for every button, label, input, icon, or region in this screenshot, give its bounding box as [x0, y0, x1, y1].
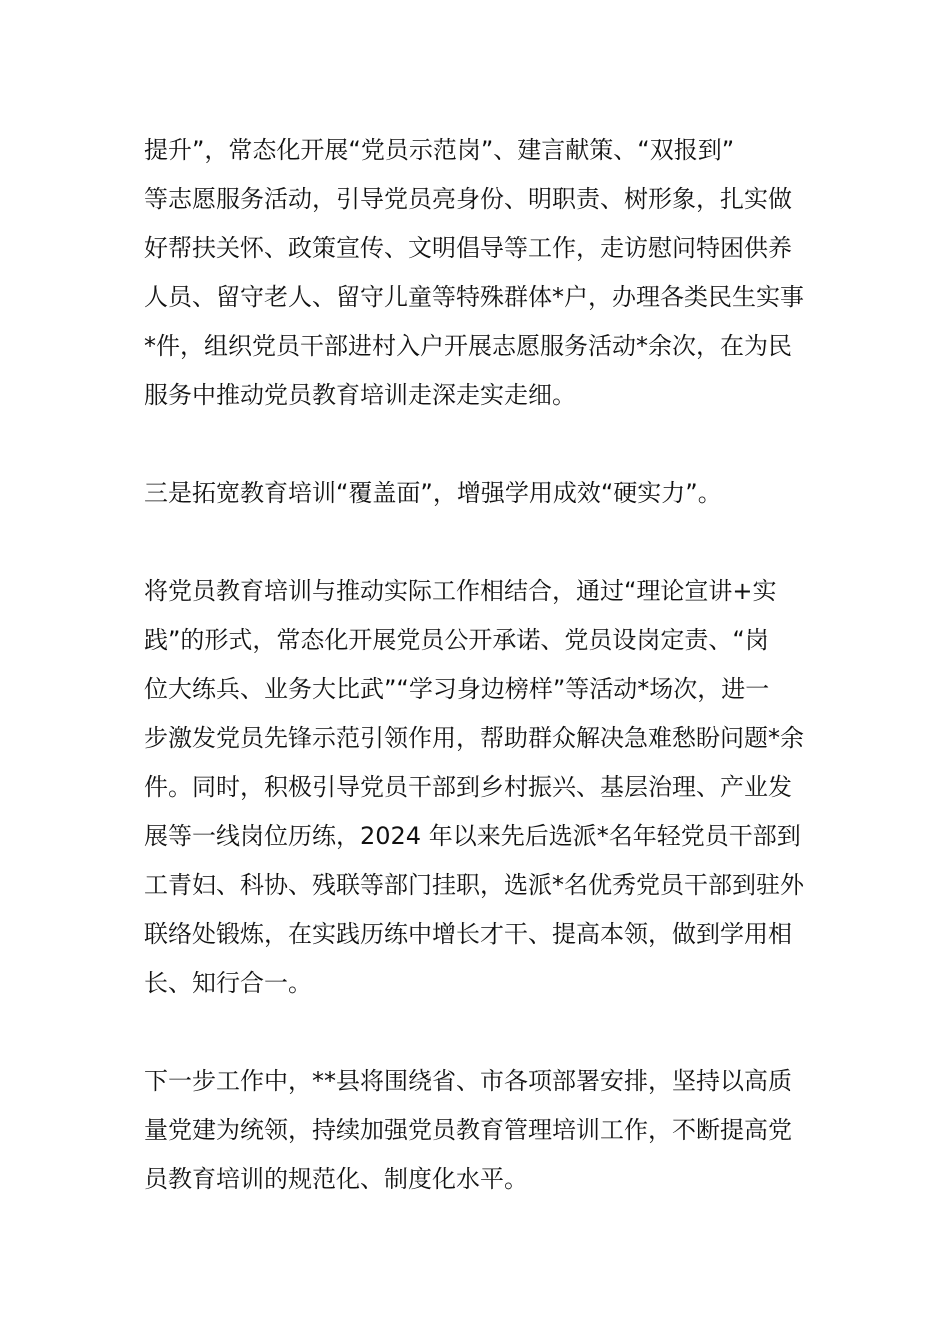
- text-line: 位大练兵、业务大比武”“学习身边榜样”等活动*场次，进一: [144, 675, 770, 703]
- text-line: 量党建为统领，持续加强党员教育管理培训工作，不断提高党: [144, 1116, 792, 1144]
- paragraph-spacer: [144, 420, 812, 469]
- text-line: 展等一线岗位历练，2024 年以来先后选派*名年轻党员干部到: [144, 822, 801, 850]
- text-line: 长、知行合一。: [144, 969, 312, 997]
- text-line: 等志愿服务活动，引导党员亮身份、明职责、树形象，扎实做: [144, 185, 792, 213]
- text-line: 好帮扶关怀、政策宣传、文明倡导等工作，走访慰问特困供养: [144, 234, 792, 262]
- text-line: 提升”，常态化开展“党员示范岗”、建言献策、“双报到”: [144, 136, 735, 164]
- document-body: [144, 126, 812, 1204]
- text-line: 将党员教育培训与推动实际工作相结合，通过“理论宣讲+实: [144, 577, 777, 605]
- text-line: *件，组织党员干部进村入户开展志愿服务活动*余次，在为民: [144, 332, 792, 360]
- section-heading-coverage: [144, 469, 812, 518]
- text-line: 步激发党员先锋示范引领作用，帮助群众解决急难愁盼问题*余: [144, 724, 804, 752]
- text-line: 践”的形式，常态化开展党员公开承诺、党员设岗定责、“岗: [144, 626, 769, 654]
- paragraph-volunteer-service: [144, 126, 812, 420]
- paragraph-next-steps: [144, 1057, 812, 1204]
- text-line: 件。同时，积极引导党员干部到乡村振兴、基层治理、产业发: [144, 773, 792, 801]
- heading-line: 三是拓宽教育培训“覆盖面”，增强学用成效“硬实力”。: [144, 479, 722, 507]
- text-line: 员教育培训的规范化、制度化水平。: [144, 1165, 528, 1193]
- paragraph-practice-integration: [144, 567, 812, 1008]
- text-line: 工青妇、科协、残联等部门挂职，选派*名优秀党员干部到驻外: [144, 871, 804, 899]
- text-line: 人员、留守老人、留守儿童等特殊群体*户，办理各类民生实事: [144, 283, 804, 311]
- paragraph-spacer: [144, 1008, 812, 1057]
- paragraph-spacer: [144, 518, 812, 567]
- text-line: 服务中推动党员教育培训走深走实走细。: [144, 381, 576, 409]
- text-line: 联络处锻炼，在实践历练中增长才干、提高本领，做到学用相: [144, 920, 792, 948]
- text-line: 下一步工作中，**县将围绕省、市各项部署安排，坚持以高质: [144, 1067, 792, 1095]
